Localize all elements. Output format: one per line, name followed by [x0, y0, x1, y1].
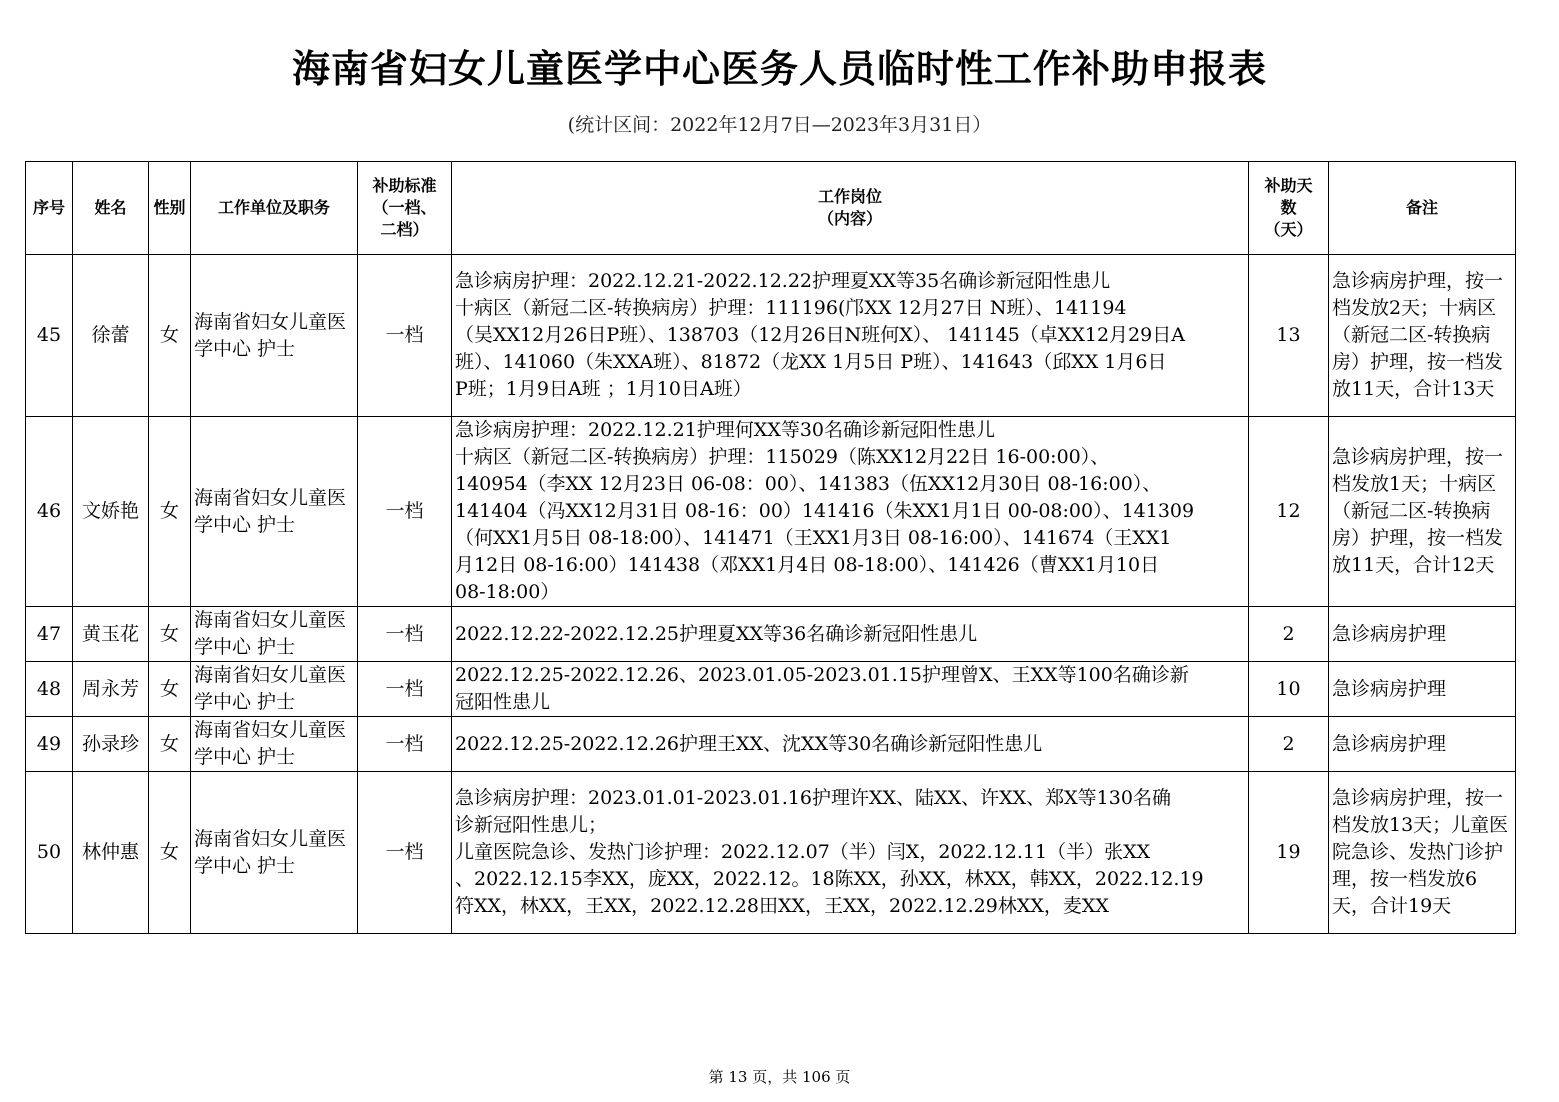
cell-standard: 一档: [358, 417, 452, 607]
cell-gender: 女: [149, 255, 191, 417]
cell-days: 2: [1249, 607, 1329, 662]
cell-seq: 47: [26, 607, 73, 662]
cell-seq: 46: [26, 417, 73, 607]
cell-gender: 女: [149, 772, 191, 934]
stat-period: (统计区间：2022年12月7日—2023年3月31日）: [567, 114, 992, 136]
cell-standard: 一档: [358, 772, 452, 934]
cell-gender: 女: [149, 717, 191, 772]
cell-post: 2022.12.25-2022.12.26、2023.01.05-2023.01.15护理曾X、王XX等100名确诊新 冠阳性患儿: [452, 662, 1249, 717]
cell-note: 急诊病房护理，按一档发放1天；十病区（新冠二区-转换病房）护理，按一档发放11天，合计12天: [1329, 417, 1516, 607]
cell-gender: 女: [149, 417, 191, 607]
table-row: [26, 717, 1516, 772]
header-days: 补助天 数 （天）: [1249, 162, 1329, 255]
cell-seq: 50: [26, 772, 73, 934]
cell-standard: 一档: [358, 717, 452, 772]
header-unit: 工作单位及职务: [191, 162, 358, 255]
cell-post: 急诊病房护理：2023.01.01-2023.01.16护理许XX、陆XX、许XX、郑X等130名确 诊新冠阳性患儿； 儿童医院急诊、发热门诊护理：2022.12.07（半）闫X，2022.12.11（半）张XX 、2022.12.15李XX，庞XX，2022.12。18陈XX，孙XX，林XX，韩XX，2022.12.19 符XX，林XX，王XX，2022.12.28田XX，王XX，2022.12.29林XX，麦XX: [452, 772, 1249, 934]
page-title: 海南省妇女儿童医学中心医务人员临时性工作补助申报表: [291, 47, 1267, 91]
cell-seq: 48: [26, 662, 73, 717]
cell-unit: 海南省妇女儿童医学中心 护士: [191, 255, 358, 417]
cell-note: 急诊病房护理，按一档发放13天；儿童医院急诊、发热门诊护理，按一档发放6天，合计19天: [1329, 772, 1516, 934]
cell-post: 急诊病房护理：2022.12.21-2022.12.22护理夏XX等35名确诊新冠阳性患儿 十病区（新冠二区-转换病房）护理：111196(邝XX 12月27日 N班）、141194 （吴XX12月26日P班）、138703（12月26日N班何X）、 141145（卓XX12月29日A 班）、141060（朱XXA班）、81872（龙XX 1月5日 P班）、141643（邱XX 1月6日 P班；1月9日A班 ；1月10日A班）: [452, 255, 1249, 417]
cell-unit: 海南省妇女儿童医学中心 护士: [191, 662, 358, 717]
cell-unit: 海南省妇女儿童医学中心 护士: [191, 607, 358, 662]
cell-name: 文娇艳: [73, 417, 149, 607]
header-seq: 序号: [26, 162, 73, 255]
page-footer: 第 13 页，共 106 页: [708, 1068, 851, 1086]
cell-standard: 一档: [358, 662, 452, 717]
table-row: [26, 662, 1516, 717]
cell-name: 黄玉花: [73, 607, 149, 662]
cell-days: 12: [1249, 417, 1329, 607]
cell-unit: 海南省妇女儿童医学中心 护士: [191, 772, 358, 934]
cell-post: 2022.12.22-2022.12.25护理夏XX等36名确诊新冠阳性患儿: [452, 607, 1249, 662]
cell-days: 13: [1249, 255, 1329, 417]
header-post: 工作岗位 （内容）: [452, 162, 1249, 255]
subsidy-table: [25, 161, 1516, 934]
cell-days: 10: [1249, 662, 1329, 717]
header-name: 姓名: [73, 162, 149, 255]
cell-post: 急诊病房护理：2022.12.21护理何XX等30名确诊新冠阳性患儿 十病区（新冠二区-转换病房）护理：115029（陈XX12月22日 16-00:00）、 140954（李XX 12月23日 06-08：00）、141383（伍XX12月30日 08-16:00）、 141404（冯XX12月31日 08-16：00）141416（朱XX1月1日 00-08:00）、141309 （何XX1月5日 08-18:00）、141471（王XX1月3日 08-16:00）、141674（王XX1 月12日 08-16:00）141438（邓XX1月4日 08-18:00）、141426（曹XX1月10日 08-18:00）: [452, 417, 1249, 607]
cell-standard: 一档: [358, 255, 452, 417]
cell-note: 急诊病房护理，按一档发放2天；十病区（新冠二区-转换病房）护理，按一档发放11天，合计13天: [1329, 255, 1516, 417]
header-standard: 补助标准 （一档、 二档）: [358, 162, 452, 255]
cell-name: 徐蕾: [73, 255, 149, 417]
cell-name: 周永芳: [73, 662, 149, 717]
cell-seq: 45: [26, 255, 73, 417]
cell-gender: 女: [149, 662, 191, 717]
cell-seq: 49: [26, 717, 73, 772]
cell-name: 孙录珍: [73, 717, 149, 772]
cell-name: 林仲惠: [73, 772, 149, 934]
cell-days: 2: [1249, 717, 1329, 772]
cell-note: 急诊病房护理: [1329, 662, 1516, 717]
header-note: 备注: [1329, 162, 1516, 255]
cell-days: 19: [1249, 772, 1329, 934]
cell-unit: 海南省妇女儿童医学中心 护士: [191, 417, 358, 607]
cell-standard: 一档: [358, 607, 452, 662]
cell-unit: 海南省妇女儿童医学中心 护士: [191, 717, 358, 772]
header-row: [26, 162, 1516, 255]
table-row: [26, 417, 1516, 607]
cell-note: 急诊病房护理: [1329, 607, 1516, 662]
table-row: [26, 607, 1516, 662]
header-gender: 性别: [149, 162, 191, 255]
cell-gender: 女: [149, 607, 191, 662]
table-row: [26, 772, 1516, 934]
table-row: [26, 255, 1516, 417]
cell-post: 2022.12.25-2022.12.26护理王XX、沈XX等30名确诊新冠阳性患儿: [452, 717, 1249, 772]
cell-note: 急诊病房护理: [1329, 717, 1516, 772]
